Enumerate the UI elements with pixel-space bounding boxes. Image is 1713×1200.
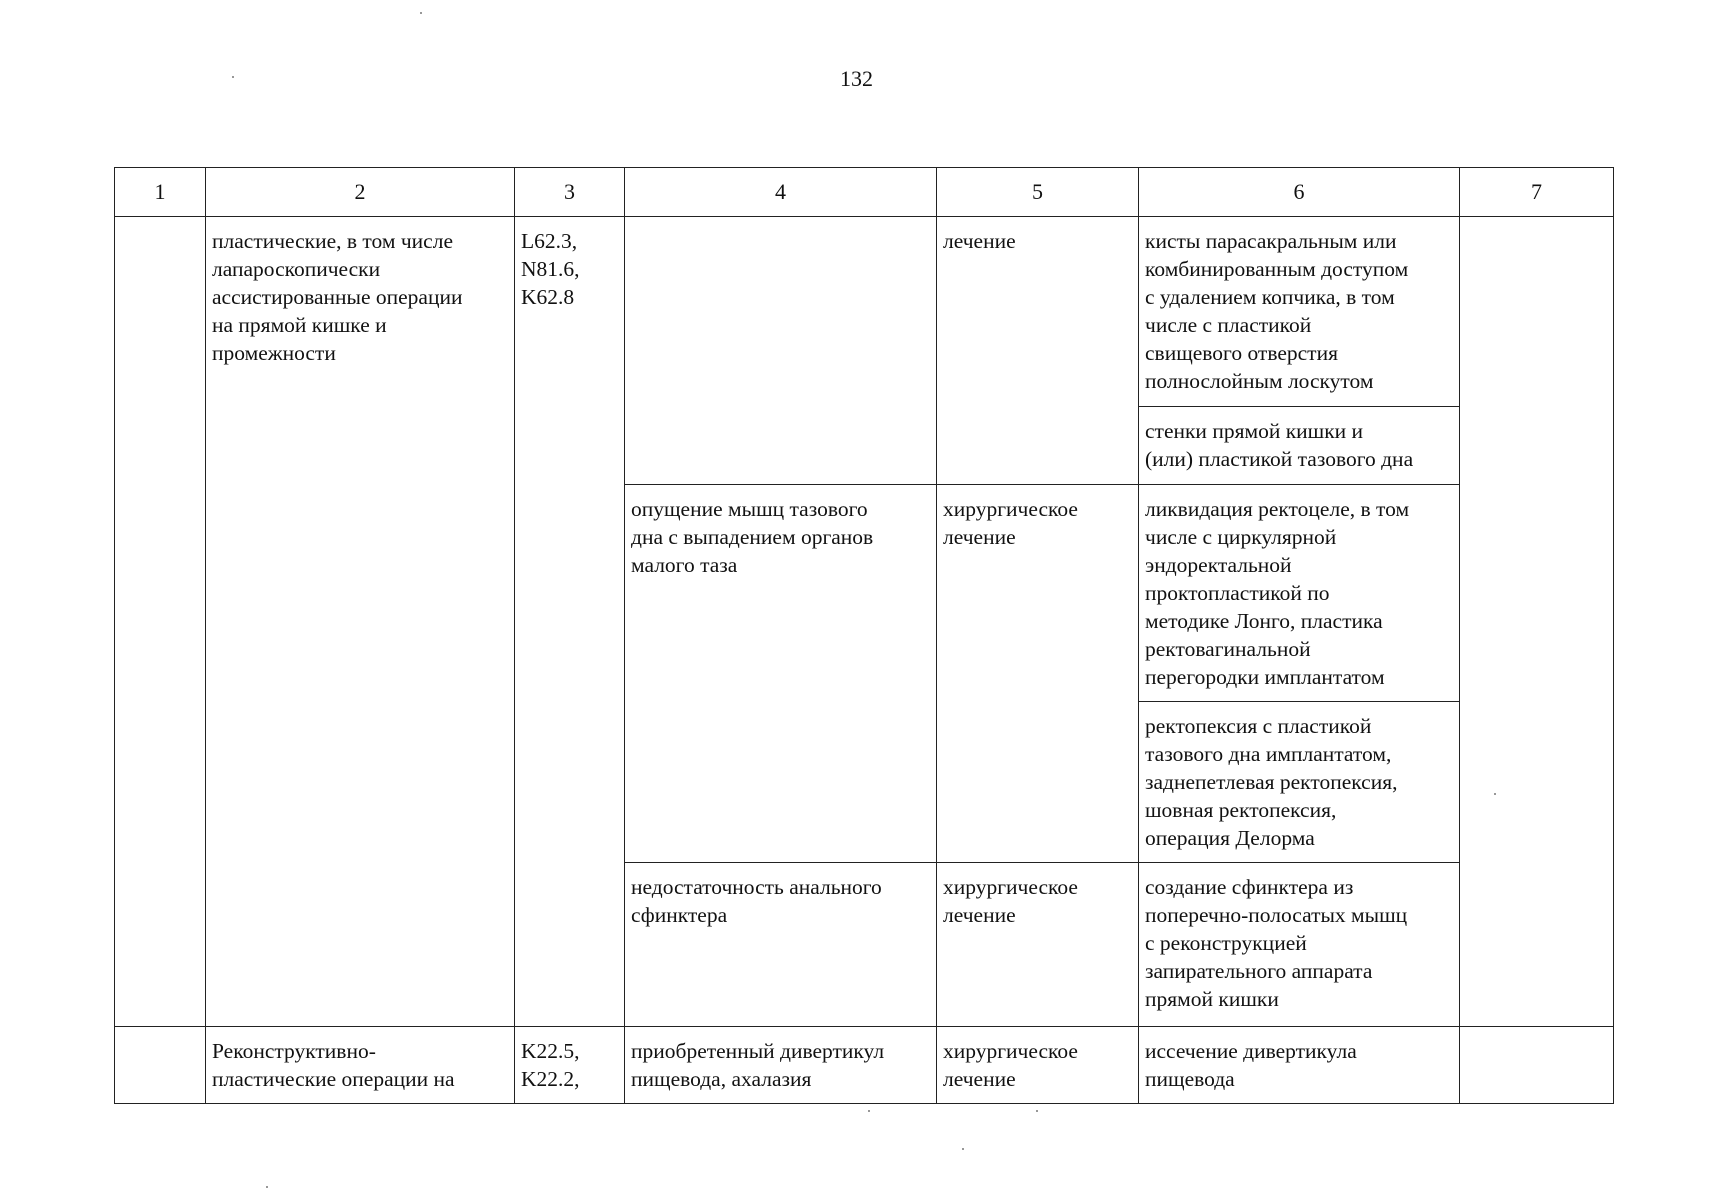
diagnosis-text: недостаточность анального сфинктера [631, 875, 882, 927]
diagnosis-cell [625, 217, 937, 485]
treatment-type-cell [937, 485, 1139, 863]
header-row [115, 168, 1614, 217]
header-col-6: 6 [1139, 168, 1460, 217]
header-col-1: 1 [115, 168, 206, 217]
method-text: ректопексия с пластикой тазового дна имплантатом, заднепетлевая ректопексия, шовная ректопексия, операция Делорма [1145, 714, 1398, 850]
col7-cell [1460, 1027, 1614, 1104]
treatment-type-text: хирургическое лечение [943, 1039, 1078, 1091]
method-text: стенки прямой кишки и (или) пластикой тазового дна [1145, 419, 1414, 471]
header-col-4: 4 [625, 168, 937, 217]
method-cell [1139, 863, 1460, 1027]
col7-cell [1460, 217, 1614, 1027]
diagnosis-text: приобретенный дивертикул пищевода, ахалазия [631, 1039, 885, 1091]
col1-cell [115, 217, 206, 1027]
header-col-5: 5 [937, 168, 1139, 217]
method-cell [1139, 217, 1460, 407]
treatment-type-text: хирургическое лечение [943, 875, 1078, 927]
treatment-type-text: хирургическое лечение [943, 497, 1078, 549]
icd-codes-text: K22.5, K22.2, [521, 1039, 580, 1091]
method-text: создание сфинктера из поперечно-полосатых мышц с реконструкцией запирательного аппарата прямой кишки [1145, 875, 1408, 1011]
treatment-type-cell [937, 217, 1139, 485]
diagnosis-cell [625, 863, 937, 1027]
procedures-table [114, 167, 1614, 1104]
diagnosis-cell [625, 485, 937, 863]
method-cell [1139, 1027, 1460, 1104]
icd-codes-cell [515, 1027, 625, 1104]
diagnosis-cell [625, 1027, 937, 1104]
header-col-3: 3 [515, 168, 625, 217]
scan-speck [962, 1148, 964, 1150]
table-row [115, 1027, 1614, 1104]
diagnosis-text: опущение мышц тазового дна с выпадением органов малого таза [631, 497, 874, 577]
col1-cell [115, 1027, 206, 1104]
method-group-cell [206, 217, 515, 1027]
method-group-cell [206, 1027, 515, 1104]
scan-speck [868, 1110, 870, 1112]
method-group-text: Реконструктивно- пластические операции на [212, 1039, 455, 1091]
method-text: кисты парасакральным или комбинированным доступом с удалением копчика, в том числе с пластикой свищевого отверстия полнослойным лоскутом [1145, 229, 1409, 393]
header-col-7: 7 [1460, 168, 1614, 217]
treatment-type-text: лечение [943, 229, 1016, 253]
method-cell [1139, 702, 1460, 863]
scan-speck [1494, 793, 1496, 795]
icd-codes-cell [515, 217, 625, 1027]
treatment-type-cell [937, 863, 1139, 1027]
table-row [115, 217, 1614, 407]
method-text: иссечение дивертикула пищевода [1145, 1039, 1357, 1091]
scan-speck [266, 1186, 268, 1188]
header-col-2: 2 [206, 168, 515, 217]
method-group-text: пластические, в том числе лапароскопически ассистированные операции на прямой кишке и промежности [212, 229, 463, 365]
method-cell [1139, 407, 1460, 485]
scan-speck [1036, 1110, 1038, 1112]
treatment-type-cell [937, 1027, 1139, 1104]
method-text: ликвидация ректоцеле, в том числе с циркулярной эндоректальной проктопластикой по методике Лонго, пластика ректовагинальной перегородки имплантатом [1145, 497, 1410, 689]
scan-speck [420, 12, 422, 14]
icd-codes-text: L62.3, N81.6, K62.8 [521, 229, 580, 309]
scan-speck [232, 76, 234, 78]
page-number: 132 [840, 66, 873, 91]
method-cell [1139, 485, 1460, 702]
